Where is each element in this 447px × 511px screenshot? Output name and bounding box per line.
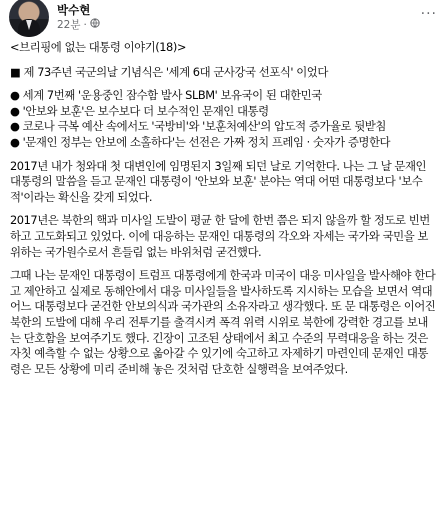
post-timestamp[interactable]: 22분 (57, 18, 81, 31)
post-meta (57, 3, 100, 32)
globe-icon-svg (90, 18, 100, 28)
bullet-list (10, 88, 437, 150)
more-options-icon[interactable]: ··· (420, 6, 437, 22)
post-body (10, 40, 437, 377)
bullet-item: ● 세계 7번째 '운용중인 잠수함 발사 SLBM' 보유국이 된 대한민국 (10, 88, 322, 103)
post-header (10, 0, 437, 36)
post-subline (57, 18, 100, 32)
bullet-item: ● 코로나 극복 예산 속에서도 '국방비'와 '보훈처예산'의 압도적 증가율로 뒷받침 (10, 119, 386, 134)
separator-dot: · (83, 18, 87, 31)
post-title: <브리핑에 없는 대통령 이야기(18)> (10, 40, 186, 54)
avatar[interactable] (9, 0, 49, 37)
bullet-item: ● '문재인 정부는 안보에 소홀하다'는 선전은 가짜 정치 프레임 · 숫자가 증명한다 (10, 134, 391, 149)
post-heading: ■ 제 73주년 국군의날 기념식은 '세계 6대 군사강국 선포식' 이었다 (10, 64, 328, 79)
bullet-item: ● '안보와 보훈'은 보수보다 더 보수적인 문재인 대통령 (10, 103, 269, 118)
post-paragraph: 2017년은 북한의 핵과 미사일 도발이 평균 한 달에 한번 쯤은 되지 않을까 할 정도로 빈번하고 고도화되고 있었다. 이에 대응하는 문재인 대통령의 각오와 자세는 국가와 국민을 보위하는 국가원수로서 흔들림 없는 바위처럼 굳건했다. (10, 213, 430, 259)
globe-icon[interactable] (90, 18, 100, 32)
post-paragraph: 2017년 내가 청와대 첫 대변인에 임명된지 3일째 되던 날로 기억한다. 나는 그 날 문재인 대통령의 말씀을 듣고 문재인 대통령이 '안보와 보훈' 분야는 역대 어떤 대통령보다 '보수적'이라는 확신을 갖게 되었다. (10, 158, 427, 204)
author-name[interactable]: 박수현 (57, 3, 91, 17)
post-paragraph: 그때 나는 문재인 대통령이 트럼프 대통령에게 한국과 미국이 대응 미사일을 발사해야 한다고 제안하고 실제로 동해안에서 대응 미사일들을 발사하도록 지시하는 모습을 보면서 역대 어느 대통령보다 굳건한 안보의식과 국가관의 소유자라고 생각했다. 또 문 대통령은 이어진 북한의 도발에 대해 우리 전투기를 출격시켜 폭격 위력 시위로 북한에 강력한 경고를 보내는 단호함을 보여주기도 했다. 긴장이 고조된 상태에서 최고 수준의 무력대응을 하는 것은 자칫 예측할 수 없는 상황으로 옮아갈 수 있기에 숙고하고 자제하기 마련인데 문재인 대통령은 모든 상황에 미리 준비해 놓은 것처럼 단호한 실행력을 보여주었다. (10, 268, 436, 376)
